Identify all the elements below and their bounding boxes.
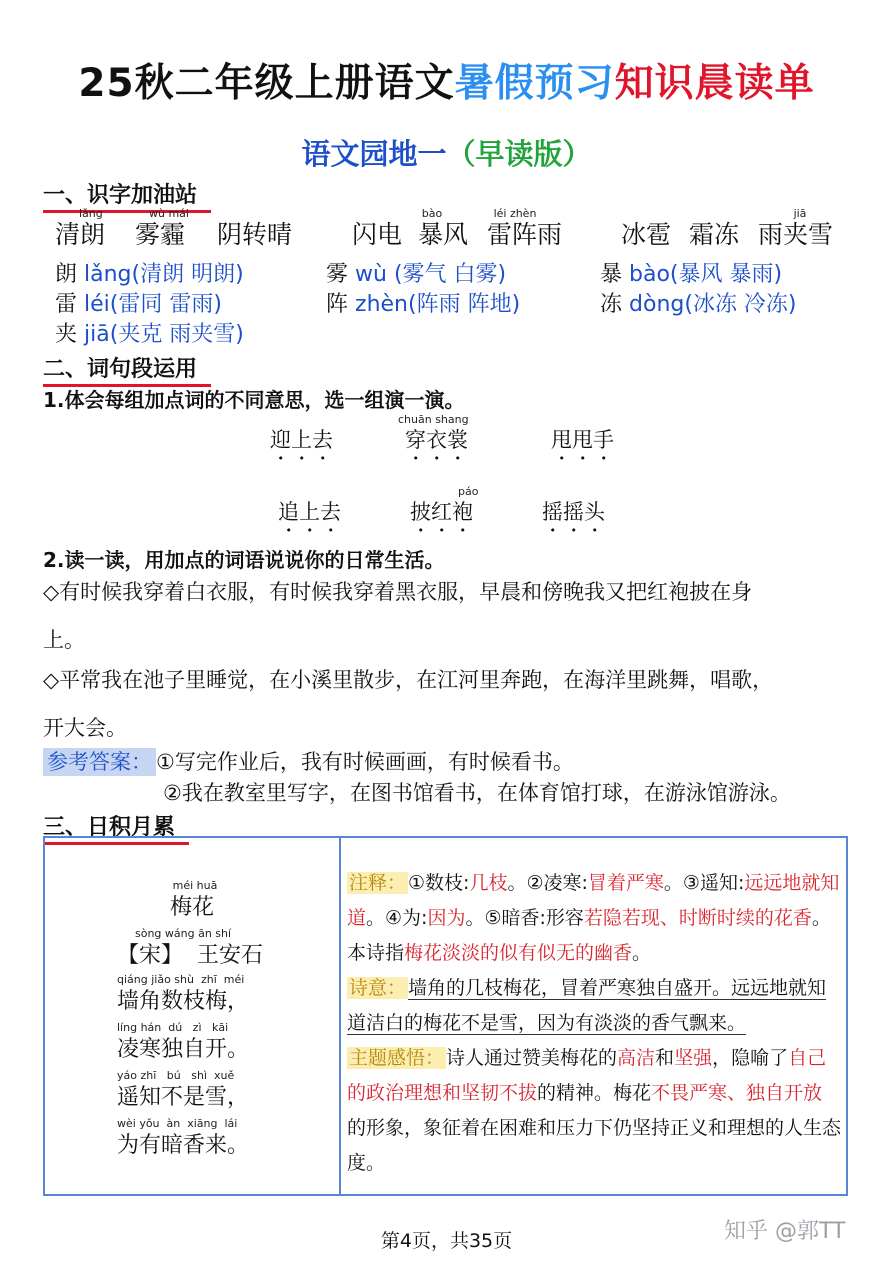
section3-heading-text: 三、日积月累 <box>43 815 176 840</box>
phrase: 甩甩手 <box>551 428 614 452</box>
word-item <box>217 208 292 250</box>
notes-highlight: 梅花淡淡的似有似无的幽香 <box>404 942 633 964</box>
char-pinyin: dòng <box>629 292 685 317</box>
char-words: (雷同 雷雨) <box>109 292 222 317</box>
page-number: 第4页，共35页 <box>380 1230 513 1252</box>
phrase: 摇摇头 <box>542 500 605 524</box>
char: 雾 <box>326 262 349 287</box>
word-text: 清朗 <box>55 220 106 249</box>
word-item <box>758 208 842 250</box>
theme-highlight: 不畏严寒、独自开放 <box>651 1082 823 1104</box>
notes-label: 注释： <box>349 872 407 894</box>
word-text: 冰雹 <box>621 220 672 249</box>
notes-column <box>347 866 841 1181</box>
phrase-pinyin: páo <box>458 485 479 498</box>
char-entry <box>55 290 222 320</box>
title-part1: 25秋二年级上册语文 <box>78 61 455 106</box>
char-entry <box>600 260 782 290</box>
paragraph-line: 开大会。 <box>43 716 127 740</box>
word-pinyin: wù mái <box>149 207 189 220</box>
phrase: 披红袍 <box>410 500 473 524</box>
char-words: (雾气 白雾) <box>393 262 507 287</box>
theme-text: ，隐喻了 <box>712 1047 789 1069</box>
char-words: (暴风 暴雨) <box>669 262 783 287</box>
watermark: 知乎 @郭TT <box>724 1219 846 1244</box>
section1-heading-text: 一、识字加油站 <box>43 183 198 208</box>
phrase: 追上去 <box>278 500 341 524</box>
word-pinyin <box>689 208 739 220</box>
poem-title: 梅花 <box>170 895 215 920</box>
char: 夹 <box>55 322 78 347</box>
poem-line: 墙角数枝梅， <box>117 989 250 1014</box>
poem-line-pinyin: yáo zhī bú shì xuě <box>117 1069 235 1082</box>
paragraph-line: ◇平常我在池子里睡觉，在小溪里散步，在江河里奔跑，在海洋里跳舞，唱歌， <box>43 668 774 692</box>
answer-line <box>43 748 574 776</box>
page-title <box>0 52 893 108</box>
meaning-label: 诗意： <box>349 977 407 999</box>
char-pinyin: bào <box>629 262 670 287</box>
title-part3: 知识晨读单 <box>614 61 815 106</box>
char-entry <box>326 290 520 320</box>
answer-text: ②我在教室里写字，在图书馆看书，在体育馆打球，在游泳馆游泳。 <box>163 781 791 805</box>
char-pinyin: lǎng <box>84 262 132 287</box>
poem-line-pinyin: líng hán dú zì kāi <box>117 1021 229 1034</box>
word-pinyin: bào <box>421 207 443 220</box>
word-text: 闪电 <box>352 220 403 249</box>
word-pinyin <box>621 208 671 220</box>
word-text: 雨夹雪 <box>758 220 834 249</box>
section2-heading-text: 二、词句段运用 <box>43 357 198 382</box>
word-text: 暴风 <box>418 220 469 249</box>
meaning-text: 墙角的几枝梅花，冒着严寒独自盛开。远远地就知道洁白的梅花不是雪，因为有淡淡的香气飘来。 <box>347 977 827 1034</box>
word-item <box>689 208 739 250</box>
word-text: 雾霾 <box>135 220 186 249</box>
theme-text: 的精神。梅花 <box>537 1082 652 1104</box>
word-pinyin: jiā <box>793 207 807 220</box>
word-text: 霜冻 <box>689 220 740 249</box>
notes-highlight: 若隐若现、时断时续的花香 <box>583 907 812 929</box>
notes-paragraph <box>347 866 841 971</box>
theme-text: 诗人通过赞美梅花的 <box>446 1047 618 1069</box>
notes-text: 。②凌寒: <box>507 872 588 894</box>
meaning-paragraph <box>347 971 841 1041</box>
poem-author-pinyin: sòng wáng ān shí <box>135 927 232 940</box>
answer-text: ①写完作业后，我有时候画画，有时候看书。 <box>156 750 574 774</box>
word-item <box>135 208 197 250</box>
char-pinyin: jiā <box>84 322 110 347</box>
word-pinyin <box>217 208 292 220</box>
theme-text: 和 <box>655 1047 675 1069</box>
page-subtitle <box>0 132 893 173</box>
table-divider <box>339 838 341 1194</box>
char-words: (清朗 明朗) <box>131 262 244 287</box>
subtitle-paren: （早读版） <box>446 137 592 171</box>
phrase: 穿衣裳 <box>405 428 468 452</box>
word-text: 阴转晴 <box>217 220 293 249</box>
char-words: (阵雨 阵地) <box>408 292 521 317</box>
char: 朗 <box>55 262 78 287</box>
notes-text: 。本诗指 <box>347 907 831 964</box>
poem-line-pinyin: qiáng jiǎo shù zhī méi <box>117 973 245 986</box>
answer-label: 参考答案： <box>43 748 156 776</box>
char: 雷 <box>55 292 78 317</box>
char: 阵 <box>326 292 349 317</box>
char-entry <box>55 320 244 350</box>
char-entry <box>600 290 797 320</box>
char: 冻 <box>600 292 623 317</box>
theme-paragraph <box>347 1041 841 1181</box>
notes-highlight: 因为 <box>427 907 466 929</box>
word-pinyin: léi zhèn <box>493 207 537 220</box>
poem-line: 为有暗香来。 <box>117 1133 250 1158</box>
notes-text: ①数枝: <box>408 872 470 894</box>
word-item <box>352 208 402 250</box>
poem-line: 凌寒独自开。 <box>117 1037 250 1062</box>
title-part2: 暑假预习 <box>454 61 615 106</box>
char-entry <box>326 260 506 290</box>
word-pinyin <box>352 208 402 220</box>
paragraph-line: 上。 <box>43 628 85 652</box>
word-text: 雷阵雨 <box>487 220 563 249</box>
word-row <box>55 208 855 256</box>
char-words: (夹克 雨夹雪) <box>109 322 244 347</box>
poem-line: 遥知不是雪， <box>117 1085 250 1110</box>
word-item <box>55 208 135 250</box>
section2-heading <box>43 352 211 387</box>
notes-highlight: 几枝 <box>469 872 508 894</box>
word-pinyin: lǎng <box>79 207 103 220</box>
phrase: 迎上去 <box>270 428 333 452</box>
poem-table <box>43 836 848 1196</box>
word-item <box>418 208 468 250</box>
word-item <box>621 208 671 250</box>
theme-highlight: 高洁 <box>617 1047 656 1069</box>
char-pinyin: zhèn <box>355 292 408 317</box>
poem-author: 【宋】 王安石 <box>117 943 263 968</box>
char: 暴 <box>600 262 623 287</box>
notes-highlight: 冒着严寒 <box>587 872 664 894</box>
char-entry <box>55 260 244 290</box>
char-pinyin: wù <box>355 262 387 287</box>
word-item <box>487 208 562 250</box>
poem-title-pinyin: méi huā <box>172 879 218 892</box>
notes-text: 。③遥知: <box>663 872 745 894</box>
theme-label: 主题感悟： <box>349 1047 445 1069</box>
poem-line-pinyin: wèi yǒu àn xiāng lái <box>117 1117 238 1130</box>
paragraph-line: ◇有时候我穿着白衣服，有时候我穿着黑衣服，早晨和傍晚我又把红袍披在身 <box>43 580 753 604</box>
phrase-pinyin: chuān shang <box>398 413 469 426</box>
theme-text: 的形象，象征着在困难和压力下仍坚持正义和理想的人生态度。 <box>347 1117 842 1174</box>
notes-text: 。 <box>632 942 652 964</box>
notes-highlight: 远远地就知道 <box>347 872 840 929</box>
question-1: 1.体会每组加点词的不同意思，选一组演一演。 <box>43 388 465 412</box>
theme-highlight: 自己的政治理想和坚韧不拔 <box>347 1047 827 1104</box>
question-2: 2.读一读，用加点的词语说说你的日常生活。 <box>43 548 445 572</box>
subtitle-main: 语文园地一 <box>301 137 447 171</box>
theme-highlight: 坚强 <box>674 1047 713 1069</box>
notes-text: 。⑤暗香:形容 <box>465 907 584 929</box>
notes-text: 。④为: <box>366 907 428 929</box>
char-pinyin: léi <box>84 292 110 317</box>
char-words: (冰冻 冷冻) <box>684 292 797 317</box>
